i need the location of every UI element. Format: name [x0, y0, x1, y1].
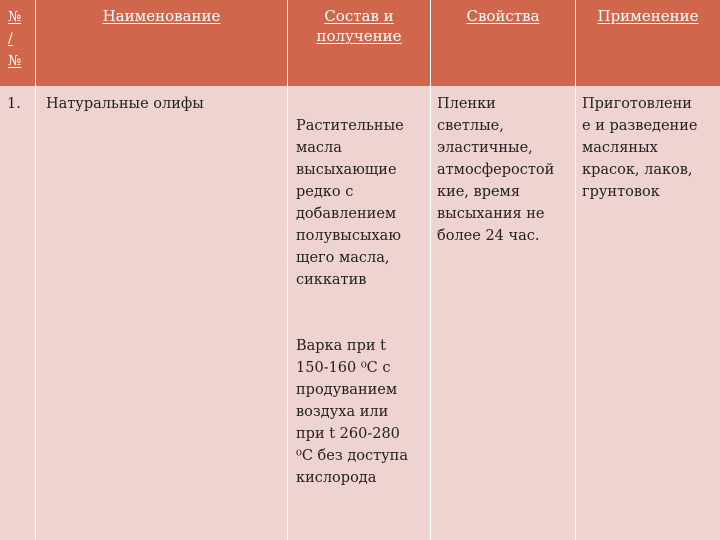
row-name: Натуральные олифы [36, 86, 288, 540]
header-number [0, 0, 36, 86]
row-composition [288, 86, 431, 540]
table-header-row [0, 0, 720, 86]
header-properties: Свойства [431, 0, 576, 86]
header-usage: Применение [597, 7, 699, 25]
table-row [0, 86, 720, 540]
row-usage: Приготовлени е и разведение масляных красок, лаков, грунтовок [582, 96, 698, 200]
header-number-line3: № [8, 53, 22, 69]
header-number-line1: № [8, 9, 22, 25]
header-number-line2: / [8, 31, 13, 47]
composition-process: Варка при t 150-160 ⁰С с продуванием воздуха или при t 260-280 ⁰С без доступа кислорода [296, 338, 408, 486]
header-name: Наименование [36, 0, 288, 86]
row-properties: Пленки светлые, эластичные, атмосферостой кие, время высыхания не более 24 час. [431, 86, 576, 540]
header-composition: Состав и получение [288, 0, 431, 86]
row-number: 1. [0, 86, 36, 540]
composition-materials: Растительные масла высыхающие редко с добавлением полувысыхаю щего масла, сиккатив [296, 118, 404, 288]
